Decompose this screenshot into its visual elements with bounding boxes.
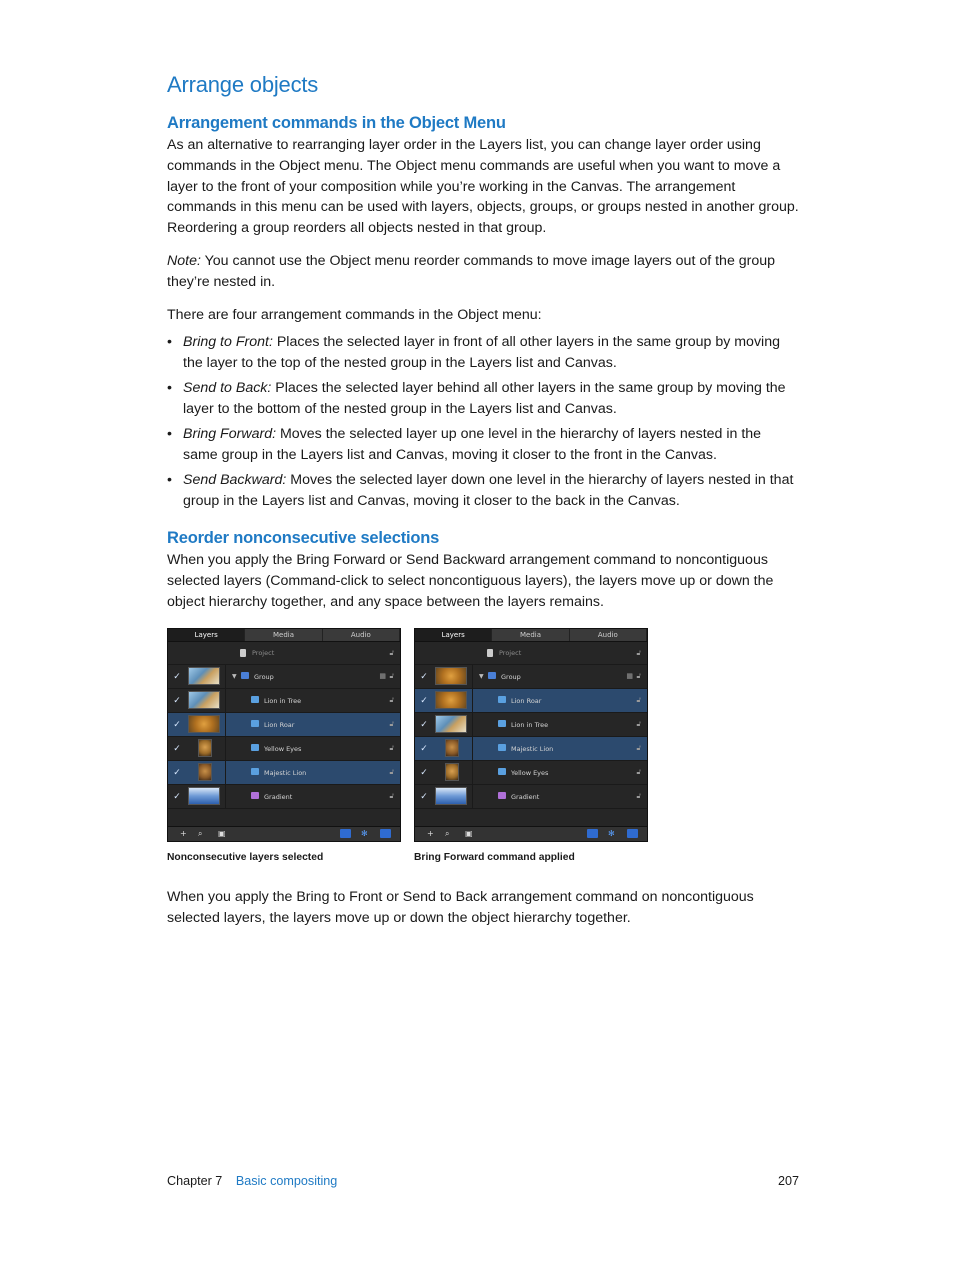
layer-thumbnail [188,691,220,709]
bullet-text: Moves the selected layer up one level in the hierarchy of layers nested in the same group in the Layers list and Canvas, moving it closer to the front in the Canvas. [183,426,762,463]
image-layer-icon [498,720,506,727]
lock-icon[interactable]: 🔓︎ [636,720,641,728]
layer-row[interactable] [168,761,400,785]
layer-row[interactable] [415,689,647,713]
disclosure-triangle-icon[interactable]: ▼ [232,673,237,680]
checkmark-icon[interactable]: ✓ [420,791,428,802]
lock-icon[interactable]: 🔓︎ [636,649,641,657]
layer-row[interactable] [415,713,647,737]
figure-caption: Bring Forward command applied [414,852,575,863]
bullet-text: Places the selected layer behind all other layers in the same group by moving the layer to the bottom of the nested group in the Layers list and Canvas. [183,380,786,417]
project-label: Project [252,649,275,657]
layers-panel [167,628,401,842]
section-title-arrangement: Arrangement commands in the Object Menu [167,114,506,132]
layer-row[interactable] [415,761,647,785]
layer-label: Lion in Tree [511,721,549,729]
intro-block [167,305,799,326]
lock-icon[interactable]: 🔓︎ [636,672,641,680]
layers-view-icon[interactable] [340,829,351,838]
checkmark-icon[interactable]: ✓ [173,791,181,802]
layer-thumbnail [435,715,467,733]
search-icon[interactable]: ⌕ [198,829,203,838]
layer-label: Majestic Lion [264,769,307,777]
panel-tabs [168,629,400,642]
group-view-icon[interactable] [380,829,391,838]
bullet-term: Send Backward: [183,472,287,488]
section-arrangement [167,114,799,239]
bullet-list-block [167,332,799,516]
column-divider [225,737,226,760]
lock-icon[interactable]: 🔓︎ [636,744,641,752]
bullet-list [167,332,799,511]
group-row[interactable] [168,665,400,689]
layer-label: Yellow Eyes [264,745,302,753]
group-icon [241,672,249,679]
image-layer-icon [498,768,506,775]
checkmark-icon[interactable]: ✓ [173,671,181,682]
layer-row[interactable] [168,689,400,713]
footer-section-link[interactable]: Basic compositing [235,1174,338,1188]
image-layer-icon [251,696,259,703]
lock-icon[interactable]: 🔓︎ [389,696,394,704]
checkmark-icon[interactable]: ✓ [173,743,181,754]
layers-panel [414,628,648,842]
bullet-term: Bring to Front: [183,334,273,350]
tab-layers[interactable]: Layers [168,629,245,641]
layer-thumbnail [198,739,212,757]
checkmark-icon[interactable]: ✓ [420,743,428,754]
figure-caption: Nonconsecutive layers selected [167,852,324,863]
layer-thumbnail [435,787,467,805]
project-label: Project [499,649,522,657]
layer-label: Lion in Tree [264,697,302,705]
section-reorder [167,529,799,612]
tab-audio[interactable]: Audio [323,629,400,641]
section-title-reorder: Reorder nonconsecutive selections [167,529,440,547]
page-footer [167,1174,799,1188]
layer-thumbnail [445,763,459,781]
column-divider [472,713,473,736]
group-label: Group [254,673,274,681]
column-divider [472,785,473,808]
layers-view-icon[interactable] [587,829,598,838]
layer-thumbnail [198,763,212,781]
layer-label: Gradient [264,793,293,801]
tab-media[interactable]: Media [245,629,322,641]
panel-toolbar [168,826,400,841]
layer-label: Gradient [511,793,540,801]
layer-thumbnail [188,787,220,805]
footer-page-number: 207 [777,1174,799,1188]
image-layer-icon [251,744,259,751]
group-stack-icon: ▦ [626,672,633,680]
paragraph-arrangement: As an alternative to rearranging layer order in the Layers list, you can change layer order using commands in the Object menu. The Object menu commands are useful when you want to move a layer to the front of your composition while you’re working in the Canvas. The arrangement commands in this menu can be used with layers, objects, groups, or groups nested in another group. Reordering a group reorders all objects nested in that group. [167,137,799,237]
layer-thumbnail [188,715,220,733]
column-divider [472,737,473,760]
bullet-item [167,332,799,373]
column-divider [225,713,226,736]
project-row[interactable] [415,642,647,665]
image-layer-icon [251,720,259,727]
gear-icon[interactable]: ✻ [608,829,615,838]
checkmark-icon[interactable]: ✓ [420,671,428,682]
note-label: Note: [167,253,201,269]
lock-icon[interactable]: 🔓︎ [389,672,394,680]
bullet-term: Send to Back: [183,380,272,396]
column-divider [225,665,226,688]
lock-icon[interactable]: 🔓︎ [636,768,641,776]
group-thumbnail [435,667,467,685]
layer-label: Lion Roar [264,721,295,729]
paragraph-closing: When you apply the Bring to Front or Send to Back arrangement command on noncontiguous selected layers, the layers move up or down the object hierarchy together. [167,889,754,926]
info-icon[interactable]: ▣ [218,829,226,838]
footer-chapter: Chapter 7 [167,1174,223,1188]
layer-row[interactable] [168,785,400,809]
layer-thumbnail [445,739,459,757]
group-icon [488,672,496,679]
group-view-icon[interactable] [627,829,638,838]
checkmark-icon[interactable]: ✓ [420,695,428,706]
column-divider [225,785,226,808]
bullet-dot: • [167,426,172,442]
bullet-text: Moves the selected layer down one level in the hierarchy of layers nested in that group in the Layers list and Canvas, moving it closer to the back in the Canvas. [183,472,794,509]
layer-row[interactable] [415,785,647,809]
layer-label: Majestic Lion [511,745,554,753]
intro-text: There are four arrangement commands in the Object menu: [167,307,542,323]
project-icon [240,649,246,657]
info-icon[interactable]: ▣ [465,829,473,838]
note-text: You cannot use the Object menu reorder commands to move image layers out of the group they’re nested in. [167,253,776,290]
image-layer-icon [498,696,506,703]
disclosure-triangle-icon[interactable]: ▼ [479,673,484,680]
checkmark-icon[interactable]: ✓ [173,695,181,706]
project-icon [487,649,493,657]
bullet-dot: • [167,334,172,350]
plus-icon[interactable]: + [180,829,187,838]
group-row[interactable] [415,665,647,689]
gear-icon[interactable]: ✻ [361,829,368,838]
project-row[interactable] [168,642,400,665]
checkmark-icon[interactable]: ✓ [420,767,428,778]
column-divider [472,665,473,688]
search-icon[interactable]: ⌕ [445,829,450,838]
lock-icon[interactable]: 🔓︎ [389,744,394,752]
tab-audio[interactable]: Audio [570,629,647,641]
layer-row[interactable] [168,713,400,737]
bullet-dot: • [167,472,172,488]
image-layer-icon [251,768,259,775]
group-stack-icon: ▦ [379,672,386,680]
checkmark-icon[interactable]: ✓ [173,719,181,730]
lock-icon[interactable]: 🔓︎ [389,792,394,800]
page-title: Arrange objects [167,72,319,97]
column-divider [225,689,226,712]
plus-icon[interactable]: + [427,829,434,838]
lock-icon[interactable]: 🔓︎ [389,768,394,776]
image-layer-icon [251,792,259,799]
lock-icon[interactable]: 🔓︎ [389,720,394,728]
bullet-dot: • [167,380,172,396]
checkmark-icon[interactable]: ✓ [420,719,428,730]
closing-block [167,887,799,929]
bullet-item [167,470,799,511]
layer-label: Lion Roar [511,697,542,705]
lock-icon[interactable]: 🔓︎ [636,792,641,800]
column-divider [225,761,226,784]
bullet-item [167,424,799,465]
panel-tabs [415,629,647,642]
bullet-term: Bring Forward: [183,426,277,442]
layer-thumbnail [435,691,467,709]
tab-media[interactable]: Media [492,629,569,641]
group-label: Group [501,673,521,681]
layer-row[interactable] [415,737,647,761]
bullet-text: Places the selected layer in front of all other layers in the same group by moving the layer to the top of the nested group in the Layers list and Canvas. [183,334,780,371]
group-thumbnail [188,667,220,685]
column-divider [472,689,473,712]
image-layer-icon [498,792,506,799]
bullet-item [167,378,799,419]
column-divider [472,761,473,784]
panel-toolbar [415,826,647,841]
layer-row[interactable] [168,737,400,761]
tab-layers[interactable]: Layers [415,629,492,641]
note-block [167,251,799,293]
layer-label: Yellow Eyes [511,769,549,777]
lock-icon[interactable]: 🔓︎ [389,649,394,657]
lock-icon[interactable]: 🔓︎ [636,696,641,704]
image-layer-icon [498,744,506,751]
paragraph-reorder: When you apply the Bring Forward or Send Backward arrangement command to noncontiguous selected layers (Command-click to select noncontiguous layers), the layers move up or down the object hierarchy together, and any space between the layers remains. [167,552,774,610]
checkmark-icon[interactable]: ✓ [173,767,181,778]
